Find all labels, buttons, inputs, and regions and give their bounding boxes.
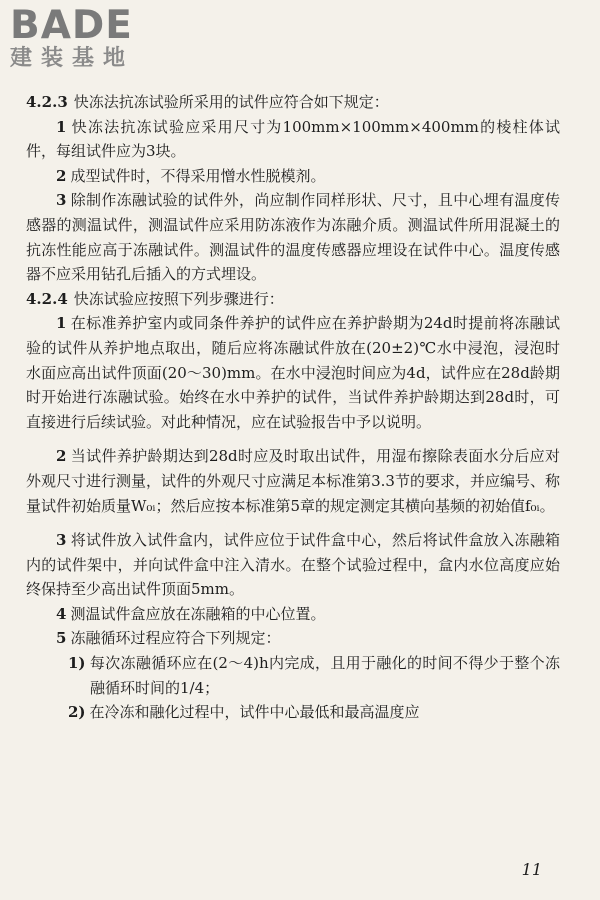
- clause-number: 1: [56, 314, 67, 333]
- clause: [26, 164, 560, 189]
- paragraph-text: 测温试件盒应放在冻融箱的中心位置。: [70, 604, 326, 623]
- clause-number: 1: [56, 117, 67, 136]
- section-number: 4.2.4: [26, 289, 68, 308]
- sub-clause-number: 2): [68, 703, 86, 722]
- sub-clause: [26, 700, 560, 725]
- paragraph-text: 快冻法抗冻试验所采用的试件应符合如下规定：: [73, 93, 389, 111]
- clause: [26, 444, 560, 518]
- page-number: 11: [521, 860, 542, 879]
- paragraph-text: 冻融循环过程应符合下列规定：: [70, 629, 281, 648]
- clause: [26, 626, 560, 651]
- clause: [26, 311, 560, 434]
- paragraph-text: 成型试件时，不得采用憎水性脱模剂。: [70, 166, 326, 185]
- clause: [26, 602, 560, 627]
- section-number: 4.2.3: [26, 93, 68, 111]
- paragraph-text: 在标准养护室内或同条件养护的试件应在养护龄期为24d时提前将冻融试验的试件从养护地点取出，随后应将冻融试件放在(20±2)℃水中浸泡，浸泡时水面应高出试件顶面(20～30)mm。在水中浸泡时间应为4d，试件应在28d龄期时开始进行冻融试验。始终在水中养护的试件，当试件养护龄期达到28d时，可直接进行后续试验。对此种情况，应在试验报告中予以说明。: [26, 314, 560, 431]
- logo: [10, 3, 135, 72]
- logo-text-cn: 建装基地: [10, 46, 135, 71]
- paragraph-text: 每次冻融循环应在(2～4)h内完成，且用于融化的时间不得少于整个冻融循环时间的1/4；: [89, 654, 560, 697]
- section-heading: [26, 287, 560, 312]
- clause: [26, 188, 560, 286]
- paragraph-text: 当试件养护龄期达到28d时应及时取出试件，用湿布擦除表面水分后应对外观尺寸进行测量，试件的外观尺寸应满足本标准第3.3节的要求，并应编号、称量试件初始质量W₀ᵢ；然后应按本标准第5章的规定测定其横向基频的初始值f₀ᵢ。: [26, 447, 560, 515]
- logo-text-en: BADE: [10, 3, 133, 48]
- clause: [26, 528, 560, 602]
- clause-number: 3: [56, 531, 67, 550]
- paragraph-text: 将试件放入试件盒内，试件应位于试件盒中心，然后将试件盒放入冻融箱内的试件架中，并向试件盒中注入清水。在整个试验过程中，盒内水位高度应始终保持至少高出试件顶面5mm。: [26, 531, 560, 599]
- paragraph-text: 快冻试验应按照下列步骤进行：: [73, 289, 284, 308]
- paragraph-text: 除制作冻融试验的试件外，尚应制作同样形状、尺寸，且中心埋有温度传感器的测温试件，测温试件应采用防冻液作为冻融介质。测温试件所用混凝土的抗冻性能应高于冻融试件。测温试件的温度传感器应埋设在试件中心。温度传感器不应采用钻孔后插入的方式埋设。: [26, 191, 560, 284]
- sub-clause: [26, 651, 560, 700]
- clause-number: 4: [56, 604, 67, 623]
- clause-number: 2: [56, 166, 67, 185]
- clause: [26, 115, 560, 164]
- clause-number: 5: [56, 629, 67, 648]
- sub-clause-number: 1): [68, 654, 86, 673]
- document-body: [26, 90, 560, 725]
- section-heading: [26, 90, 560, 115]
- clause-number: 2: [56, 447, 67, 466]
- clause-number: 3: [56, 191, 67, 210]
- paragraph-text: 快冻法抗冻试验应采用尺寸为100mm×100mm×400mm的棱柱体试件，每组试件应为3块。: [26, 117, 560, 161]
- paragraph-text: 在冷冻和融化过程中，试件中心最低和最高温度应: [89, 703, 420, 722]
